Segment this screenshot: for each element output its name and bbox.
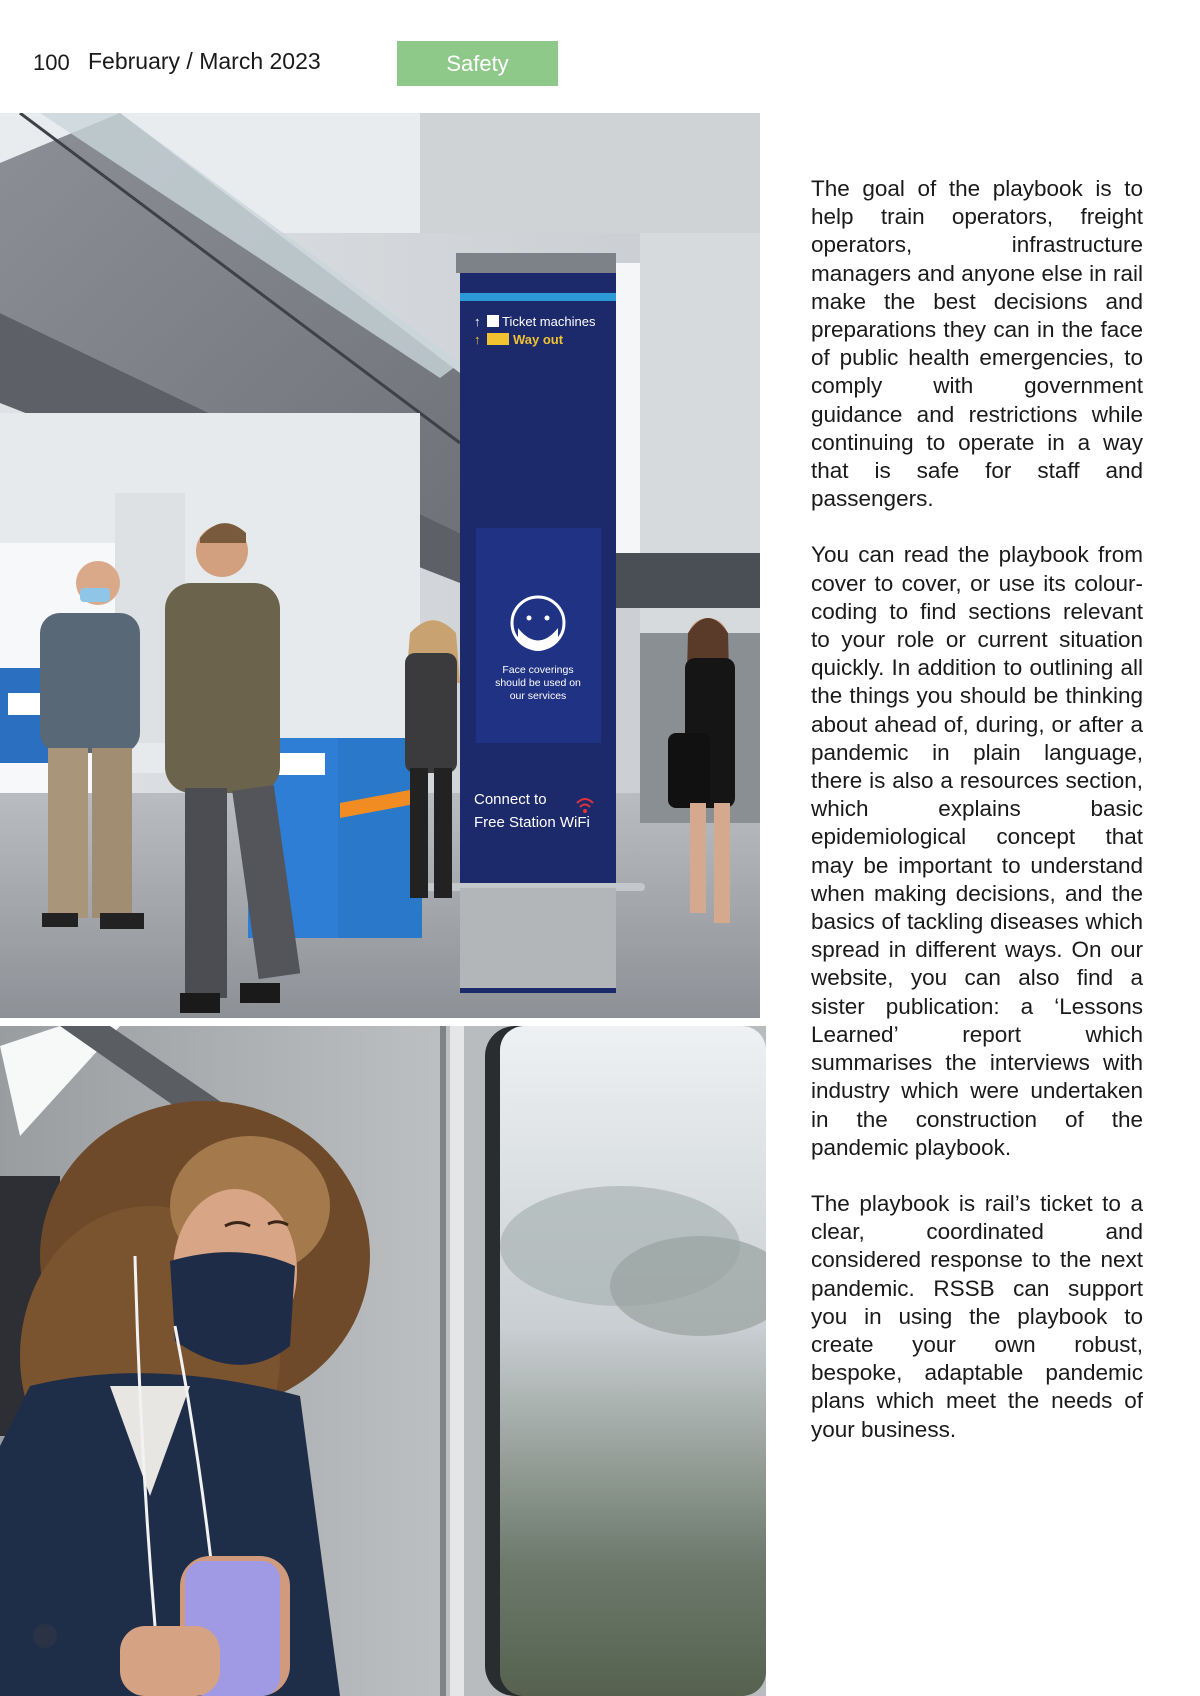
issue-date: February / March 2023 bbox=[88, 48, 321, 74]
page-number: 100 bbox=[33, 50, 70, 75]
sign-face-coverings-1: Face coverings bbox=[502, 664, 574, 676]
article-body bbox=[811, 175, 1143, 1472]
article-paragraph-2: You can read the playbook from cover to cover, or use its colour-coding to find sections relevant to your role or current situation quickly. In addition to outlining all the things you should be thinking about ahead of, during, or after a pandemic in plain language, there is also a resources section, which explains basic epidemiological concept that may be important to understand when making decisions, and the basics of tackling diseases which spread in different ways. On our website, you can also find a sister publication: a ‘Lessons Learned’ report which summarises the interviews with industry which were undertaken in the construction of the pandemic playbook. bbox=[811, 542, 1143, 1160]
page-header bbox=[0, 40, 1200, 86]
train-illustration bbox=[0, 1026, 766, 1696]
svg-text:↑: ↑ bbox=[474, 332, 481, 347]
station-photo bbox=[0, 113, 760, 1018]
station-illustration bbox=[0, 113, 760, 1018]
face-mask bbox=[170, 1252, 295, 1365]
sign-face-coverings-3: our services bbox=[509, 690, 567, 702]
train-passenger-photo bbox=[0, 1026, 766, 1696]
article-paragraph-3: The playbook is rail’s ticket to a clear, coordinated and considered response to the next pandemic. RSSB can support you in using the playbook to create your own robust, bespoke, adaptable pandemic plans which meet the needs of your business. bbox=[811, 1190, 1143, 1442]
sign-way-out: Way out bbox=[513, 332, 564, 347]
section-tag: Safety bbox=[397, 41, 558, 86]
article-paragraph-1: The goal of the playbook is to help train operators, freight operators, infrastructure managers and anyone else in rail make the best decisions and preparations they can in the face of public health emergencies, to comply with government guidance and restrictions while continuing to operate in a way that is safe for staff and passengers. bbox=[811, 176, 1143, 512]
sign-wifi-1: Connect to bbox=[474, 791, 547, 808]
sign-wifi-2: Free Station WiFi bbox=[474, 814, 590, 831]
person-commuter-left bbox=[40, 561, 144, 929]
svg-text:↑: ↑ bbox=[474, 314, 481, 329]
sign-face-coverings-2: should be used on bbox=[495, 677, 581, 689]
sign-ticket-machines: Ticket machines bbox=[502, 314, 596, 329]
